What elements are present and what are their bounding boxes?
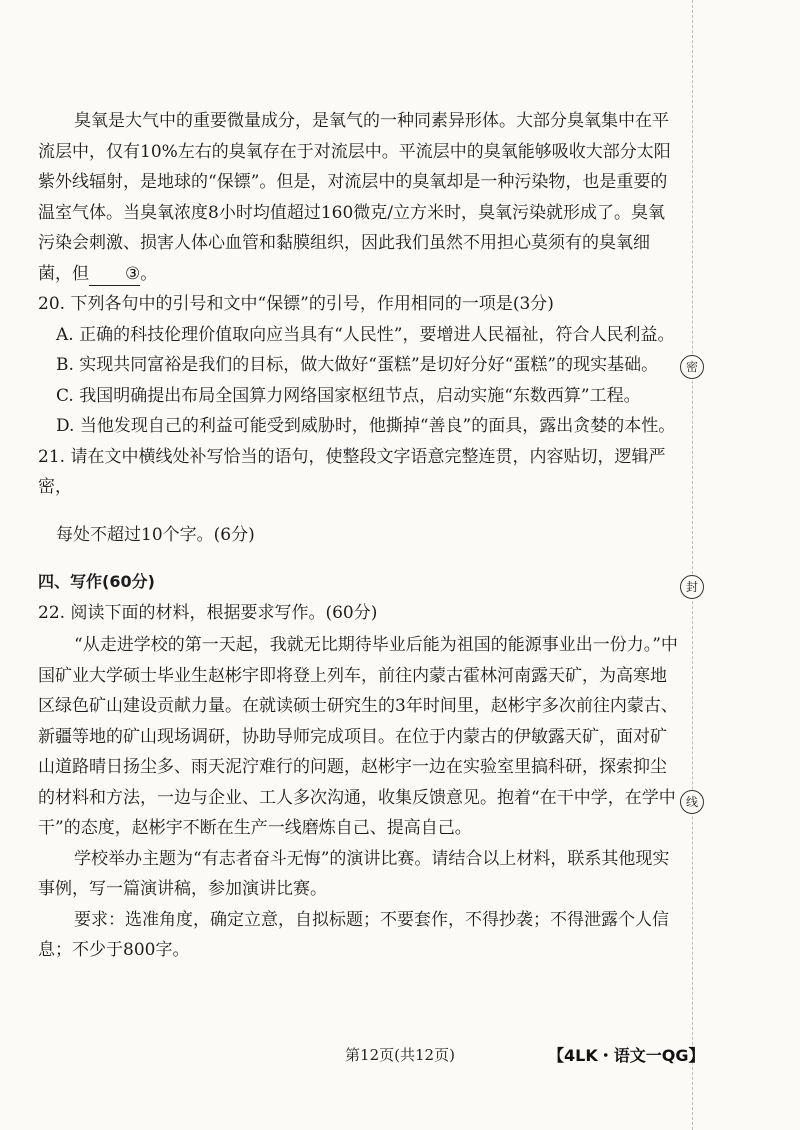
seal-mark-xian: 线	[680, 790, 704, 814]
question-20-option-b[interactable]: B. 实现共同富裕是我们的目标，做大做好“蛋糕”是切好分好“蛋糕”的现实基础。	[56, 355, 659, 375]
ozone-passage	[38, 106, 678, 289]
question-21-title: 21. 请在文中横线处补写恰当的语句，使整段文字语意完整连贯，内容贴切，逻辑严密，	[38, 446, 666, 497]
question-20-option-c[interactable]: C. 我国明确提出布局全国算力网络国家枢纽节点，启动实施“东数西算”工程。	[56, 385, 641, 406]
question-20-option-d[interactable]: D. 当他发现自己的利益可能受到威胁时，他撕掉“善良”的面具，露出贪婪的本性。	[56, 416, 676, 436]
exam-content	[38, 106, 678, 966]
ozone-passage-text: 臭氧是大气中的重要微量成分，是氧气的一种同素异形体。大部分臭氧集中在平流层中，仅有10%左右的臭氧存在于对流层中。平流层中的臭氧能够吸收大部分太阳紫外线辐射，是地球的“保镖”。但是，对流层中的臭氧却是一种污染物，也是重要的温室气体。当臭氧浓度8小时均值超过160微克/立方米时，臭氧污染就形成了。臭氧污染会刺激、损害人体心血管和黏膜组织，因此我们虽然不用担心莫须有的臭氧细菌，但	[38, 111, 671, 284]
exam-code: 【4LK・语文一QG】	[548, 1046, 705, 1065]
question-21-title-cont: 每处不超过10个字。(6分)	[56, 524, 255, 545]
seal-mark-feng: 封	[680, 575, 704, 599]
question-20-option-a[interactable]: A. 正确的科技伦理价值取向应当具有“人民性”，要增进人民福祉，符合人民利益。	[56, 324, 675, 345]
question-22-material: “从走进学校的第一天起，我就无比期待毕业后能为祖国的能源事业出一份力。”中国矿业大学硕士毕业生赵彬宇即将登上列车，前往内蒙古霍林河南露天矿，为高寒地区绿色矿山建设贡献力量。在就读硕士研究生的3年时间里，赵彬宇多次前往内蒙古、新疆等地的矿山现场调研，协助导师完成项目。在位于内蒙古的伊敏露天矿，面对矿山道路晴日扬尘多、雨天泥泞难行的问题，赵彬宇一边在实验室里搞科研，探索抑尘的材料和方法，一边与企业、工人多次沟通，收集反馈意见。抱着“在干中学，在学中干”的态度，赵彬宇不断在生产一线磨炼自己、提高自己。	[38, 635, 678, 838]
question-20-title: 20. 下列各句中的引号和文中“保镖”的引号，作用相同的一项是(3分)	[38, 294, 554, 314]
section-4-heading: 四、写作(60分)	[38, 572, 155, 591]
page-number: 第12页(共12页)	[345, 1046, 455, 1064]
binding-dashed-line	[692, 0, 693, 1130]
blank-label: ③	[125, 263, 141, 284]
question-22-title: 22. 阅读下面的材料，根据要求写作。(60分)	[38, 602, 378, 623]
answer-blank-3[interactable]	[89, 263, 140, 286]
question-22-task: 学校举办主题为“有志者奋斗无悔”的演讲比赛。请结合以上材料，联系其他现实事例，写一篇演讲稿，参加演讲比赛。	[38, 848, 670, 899]
question-22-requirements: 要求：选准角度，确定立意，自拟标题；不要套作，不得抄袭；不得泄露个人信息；不少于800字。	[38, 909, 669, 960]
blank-tail: 。	[140, 263, 158, 284]
seal-mark-mi: 密	[680, 355, 704, 379]
